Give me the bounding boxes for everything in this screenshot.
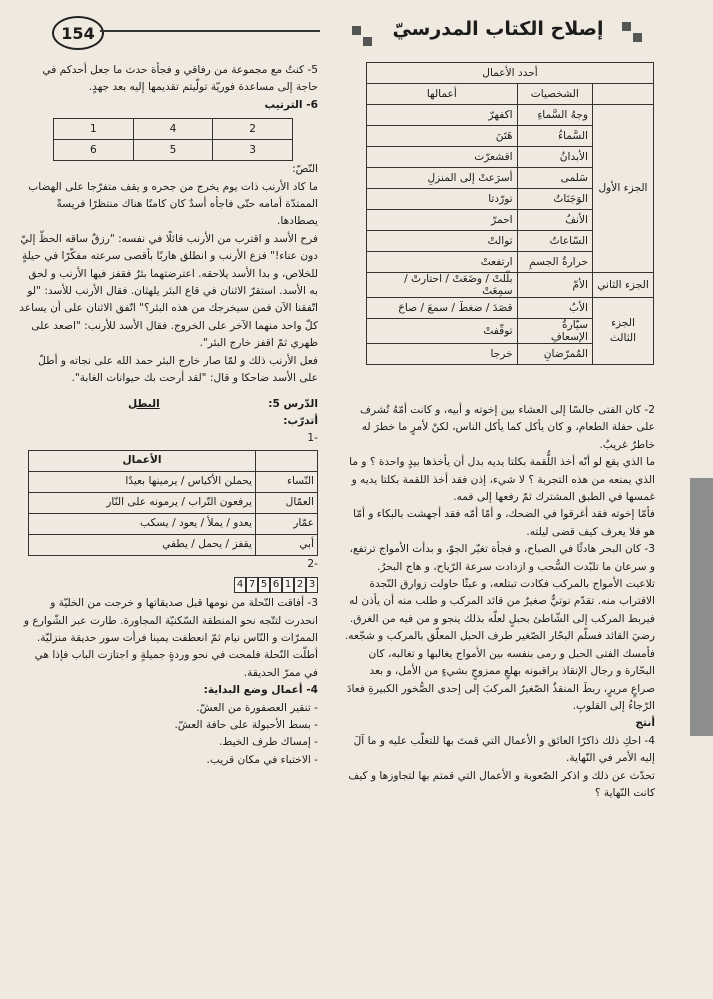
text-label: النّصّ:: [292, 163, 318, 176]
action-cell: تورّدتا: [367, 189, 518, 210]
col-actions: أعمالها: [367, 84, 518, 105]
acts-cell: يقفز / يحمل / يطفي: [29, 534, 256, 555]
character-cell: الأمّ: [517, 273, 592, 298]
character-cell: وجهُ السَّماءِ: [517, 105, 592, 126]
paragraph: تلاعبت الأمواج بالمركب فكادت تبتلعه، و عبثًا حاولت زوارق النّجدة الاقتراب منه. تقدّم نوتيٌّ صغيرٌ من قائد المركب و طلب منه أن يأذن له فيربط المركب إلى الشّاطئ بحبلٍ لعلّه بذلك ينجو و من فيه من الغرق. رضيَ القائد فسلّم البحّار الصّغير طرف الحبل المعلّق بالمركب و شجّعه. فأمسك الفتى الحبل و رمى بنفسه بين الأمواج يغالبها و تغالبه، كان البحّارة و رجال الإنقاذ يراقبونه بهلعٍ ممزوجٍ بشيءٍ من الأمل، و بعد صراعٍ مريرٍ، ربطَ المنقذُ الصّغيرُ المركبَ إلى إحدى الصُّخور الكبيرةِ فعادَ الرّجاءُ إلى القلوبِ.: [344, 578, 655, 712]
order-cell: 3: [213, 140, 293, 161]
sequence-boxes: [18, 577, 318, 593]
actor-cell: النّساء: [256, 471, 318, 492]
actions-row: [29, 471, 318, 492]
order-cell: 1: [54, 119, 134, 140]
page-number: 154: [52, 16, 104, 50]
character-cell: الأنفُ: [517, 210, 592, 231]
character-cell: الوَجَنَاتُ: [517, 189, 592, 210]
sequence-box: 5: [258, 577, 270, 593]
task-6-title: 6- الترتيب: [264, 98, 318, 111]
action-cell: هَتَنَ: [367, 126, 518, 147]
action-cell: ارتفعتْ: [367, 252, 518, 273]
character-cell: حرارةُ الجسمِ: [517, 252, 592, 273]
action-cell: احمرّ: [367, 210, 518, 231]
character-cell: الأبدانُ: [517, 147, 592, 168]
task-4-item: - الاختباء في مكان قريب.: [206, 753, 318, 766]
characters-table: [366, 62, 654, 365]
sequence-box: 4: [234, 577, 246, 593]
title-decoration-icon: [633, 33, 642, 42]
lesson-label: الدّرس 5:: [268, 397, 318, 410]
part-label: الجزء الثالث: [593, 298, 654, 365]
task-4-item: - بسط الأحبولة على حافة العشّ.: [174, 718, 318, 731]
sequence-box: 6: [270, 577, 282, 593]
action-cell: خرجا: [367, 344, 518, 365]
acts-cell: يحملن الأكياس / يرمينها بعيدًا: [29, 471, 256, 492]
acts-cell: يعدو / يملأ / يعود / يسكب: [29, 513, 256, 534]
story-paragraph: فعل الأرنب ذلك و لمّا صار خارج البئر حمد الله على نجاته و أطلّ على الأسد ضاحكا و قال: "لقد أرحت بك حيوانات الغابة".: [38, 354, 318, 385]
actions-row: [29, 534, 318, 555]
right-column: [343, 402, 655, 802]
characters-row: [367, 273, 654, 298]
characters-table-body: [367, 105, 654, 365]
sequence-box: 3: [306, 577, 318, 593]
character-cell: سيّارةُ الإسعافِ: [517, 319, 592, 344]
task-4-item: - تنقير العصفورة من العشّ.: [196, 701, 318, 714]
actor-cell: العمّال: [256, 492, 318, 513]
part-label: الجزء الأول: [593, 105, 654, 273]
section-heading: أنتج: [635, 717, 655, 730]
actions-row: [29, 492, 318, 513]
item-2: -2: [307, 557, 318, 570]
paragraph: فأمّا إخوته فقد أغرقوا في الضحك، و أمّا أمّه فقد أجهشت بالبكاء و أمّا هو فلا يعرف كيف قضى ليلته.: [353, 508, 655, 538]
action-cell: أسرَعتْ إلى المنزلِ: [367, 168, 518, 189]
left-column: [18, 62, 318, 769]
actor-cell: أبي: [256, 534, 318, 555]
col-characters: الشخصيات: [517, 84, 592, 105]
characters-row: [367, 105, 654, 126]
item-1: -1: [307, 432, 318, 445]
sequence-box: 2: [294, 577, 306, 593]
characters-row: [367, 298, 654, 319]
title-decoration-icon: [352, 26, 361, 35]
action-cell: توالتْ: [367, 231, 518, 252]
actor-cell: عمّار: [256, 513, 318, 534]
actions-header: الأعمال: [29, 450, 256, 471]
character-cell: السَّماءُ: [517, 126, 592, 147]
order-cell: 2: [213, 119, 293, 140]
order-cell: 4: [133, 119, 213, 140]
action-cell: توقّفتْ: [367, 319, 518, 344]
lesson-header: [18, 396, 318, 413]
sequence-box: 7: [246, 577, 258, 593]
paragraph: 2- كان الفتى جالسًا إلى العشاء بين إخوته و أبيه، و كانت أمّهُ تُشرف على حفلة الطعام، و كان يأكل كما يأكل الناس، لكنْ لأمرٍ ما خطرَ له خاطرٌ غريبٌ.: [360, 404, 655, 451]
paragraph: ما الذي يقع لو أنّه أخذ اللُّقمة بكلتا يديه بدل أن يأخذها بيدٍ واحدة ؟ و ما الذي يمنعه من هذه التجربة ؟ لا شيء، إذن فقد أخذ اللقمة بكلتا يديه و غمسها في الطبق المشترك ثمّ رفعها إلى فمه.: [349, 456, 655, 504]
actions-table: [28, 450, 318, 556]
practice-label: أتدرّب:: [283, 414, 318, 427]
task-5: 5- كنتُ مع مجموعة من رفاقي و فجأة حدث ما جعل أحدكم في حاجة إلى مساعدة فوريّة تولّيتم تقديمها إليه بعد جهدٍ.: [42, 64, 318, 94]
acts-cell: يرفعون التّراب / يرمونه على النّار: [29, 492, 256, 513]
action-cell: بلّلتْ / وضَعَتْ / احتارتْ / سمِعَتْ: [367, 273, 518, 298]
book-title: إصلاح الكتاب المدرسيّ: [392, 18, 604, 40]
order-cell: 6: [54, 140, 134, 161]
paragraph: 3- كان البحر هادئًا في الصباح، و فجأة تغيّر الجوّ، و بدأت الأمواج ترتفع، و سرعان ما تلبّدت السُّحب و ازدادت سرعة الرّياح، و هاج البحرُ.: [349, 543, 655, 573]
character-cell: المُمرّضانِ: [517, 344, 592, 365]
action-cell: قصَدَ / ضغطَ / سمعَ / صاحَ: [367, 298, 518, 319]
order-table: [53, 118, 293, 161]
character-cell: السّاعاتُ: [517, 231, 592, 252]
task-4-item: - إمساك طرف الخيط.: [219, 736, 318, 749]
page-edge-tab: [690, 478, 713, 736]
header-rule: [100, 30, 320, 32]
title-decoration-icon: [363, 37, 372, 46]
task-4-paragraph: 4- احكِ ذلك ذاكرًا العائق و الأعمال التي قمتَ بها للتغلّب عليه و ما آلَ إليه الأمر في النّهاية.: [353, 734, 655, 765]
story-paragraph: ما كاد الأرنب ذات يوم يخرج من جحره و يقف متفرّجا على الهضاب الممتدّة أمامه حتّى فاجأه أسدٌ كان كامنًا هناك منتظرًا فريسةً يصطادها.: [28, 180, 318, 228]
task-4-paragraph: تحدّث عن ذلك و اذكر الصّعوبة و الأعمال التي قمتم بها لتجاوزها و كيف كانت النّهاية ؟: [348, 769, 655, 799]
task-4-title: 4- أعمال وضع البداية:: [203, 684, 318, 697]
action-cell: اقشعرّت: [367, 147, 518, 168]
task-3: 3- أفاقت النّحلة من نومها قبل صديقاتها و خرجت من الخليّة و انحدرت لتتّجه نحو المنطقة السّكنيّة المجاورة. طارت عبر الشّوارع و الممرّات و النّاس نيام ثمّ انعطفت يمينا فرأت سور حديقة منزليّة. أطلّت النّحلة فلمحت في نحو وردةٍ جميلةٍ و اجتازت الباب فإذا هي في ممرّ الحديقة.: [23, 597, 318, 679]
actions-table-body: [29, 471, 318, 555]
characters-table-title: أحدد الأعمال: [367, 63, 654, 84]
story-paragraph: فرح الأسد و اقترب من الأرنب قائلًا في نفسه: "رزقٌ ساقه الحظّ إليّ دون عناء!" فزع الأرنب و انطلق هاربًا بأقصى سرعته مفكّرًا في حيلةٍ للخلاص، و بدا الأسد يلاحقه. اعترضتهما بئرٌ فقفز فيها الأرنب و لحق به الأسد. استقرّ الاثنان في قاع البئر يلهثان. فقال الأرنب للأسد: "لو اتّفقنا الآن فمن سيخرجك من هذه البئر؟" اتّفق الاثنان على أن يساعد كلّ واحد منهما الآخر على الخروج. فقال الأسد للأرنب: "اصعد على ظهري ثمّ اقفز خارج البئر".: [19, 232, 318, 350]
character-cell: الأبُ: [517, 298, 592, 319]
actions-row: [29, 513, 318, 534]
action-cell: اكفهرّ: [367, 105, 518, 126]
lesson-title: البطل: [128, 397, 160, 410]
order-cell: 5: [133, 140, 213, 161]
part-label: الجزء الثاني: [593, 273, 654, 298]
character-cell: سَلمى: [517, 168, 592, 189]
sequence-box: 1: [282, 577, 294, 593]
title-decoration-icon: [622, 22, 631, 31]
